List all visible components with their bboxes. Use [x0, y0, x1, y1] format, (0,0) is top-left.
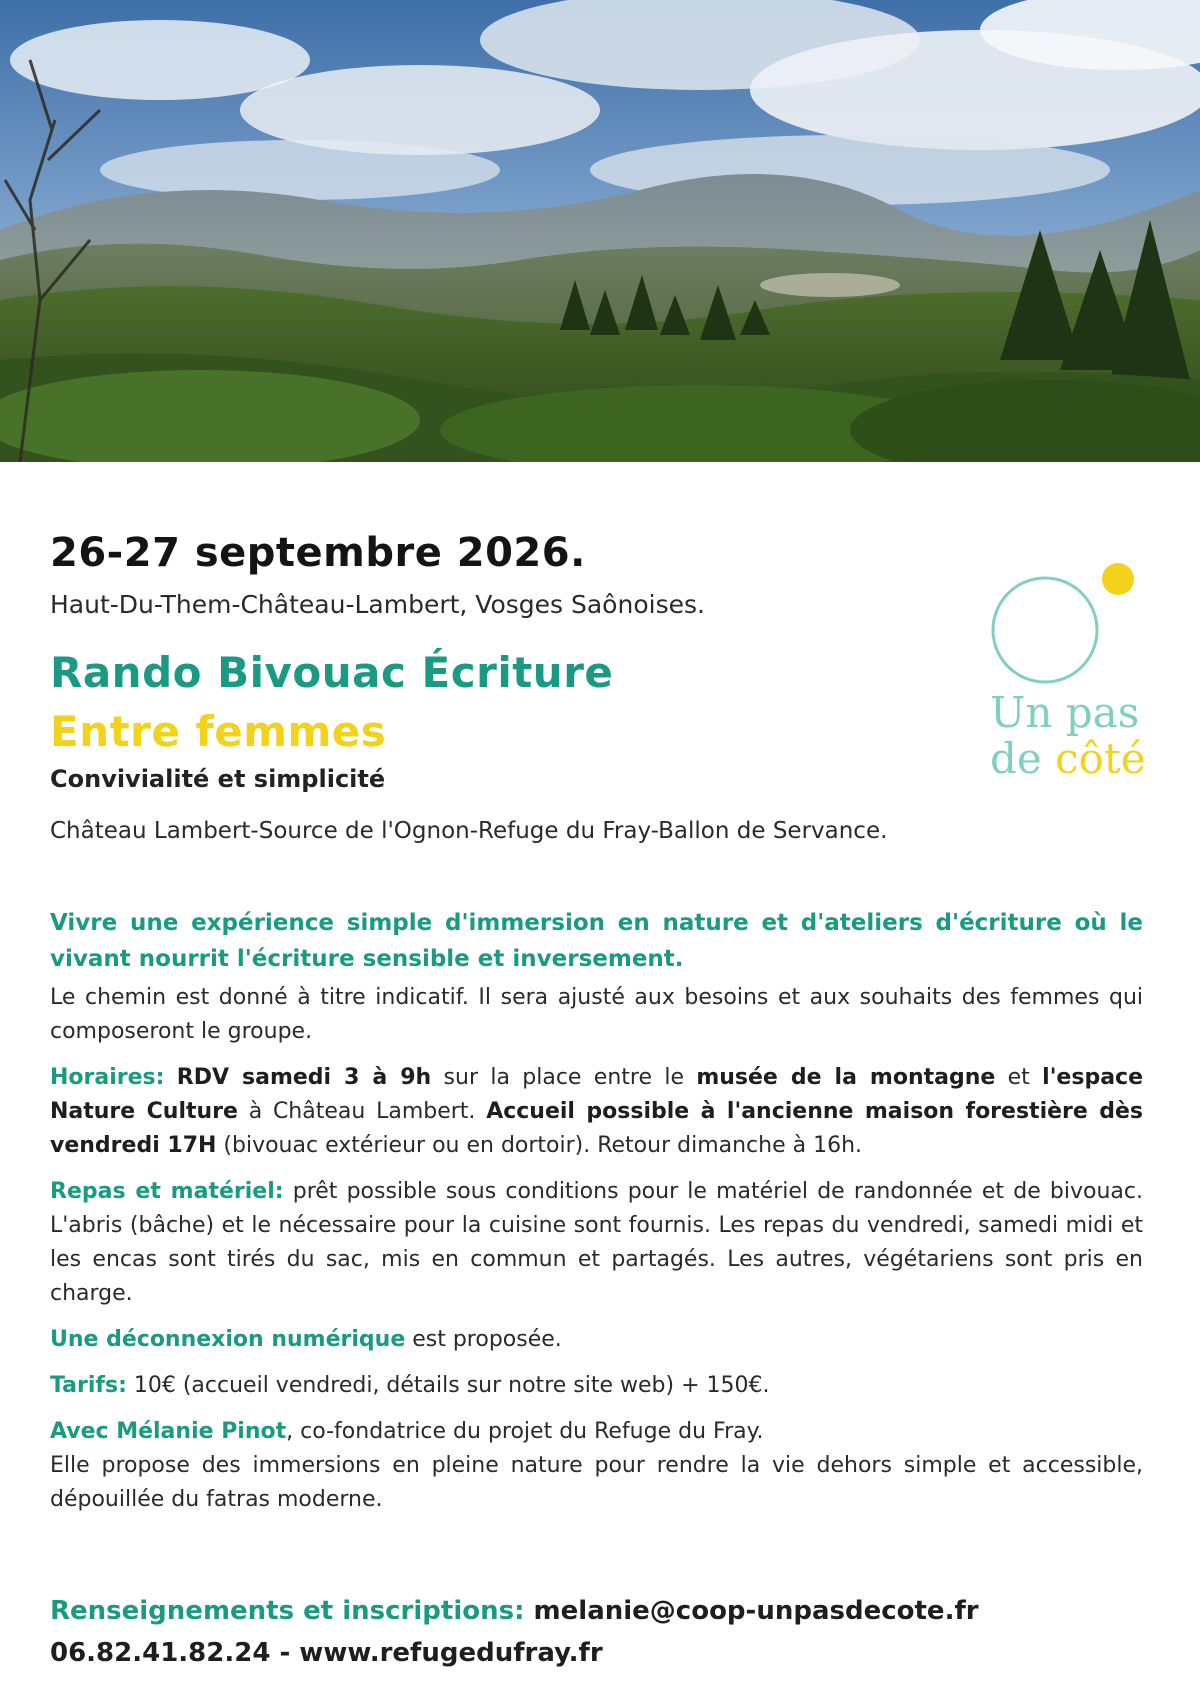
horaires-paragraph [50, 1061, 1143, 1163]
tarifs-label: Tarifs: [50, 1373, 127, 1398]
logo-line-2 [990, 736, 1160, 782]
repas-text: prêt possible sous conditions pour le matériel de randonnée et de bivouac. L'abris (bâche) et le nécessaire pour la cuisine sont fournis. Les repas du vendredi, samedi midi et les encas sont tirés du sac, mis en commun et partagés. Les autres, végétariens sont pris en charge. [50, 1179, 1143, 1306]
intro-paragraph: Le chemin est donné à titre indicatif. Il sera ajusté aux besoins et aux souhaits des femmes qui composeront le groupe. [50, 985, 1143, 1044]
deconnexion-label: Une déconnexion numérique [50, 1327, 406, 1352]
avec-text-2: Elle propose des immersions en pleine nature pour rendre la vie dehors simple et accessible, dépouillée du fatras moderne. [50, 1453, 1143, 1512]
event-date: 26-27 septembre 2026. [50, 530, 586, 576]
logo-line-1: Un pas [990, 688, 1140, 737]
logo-line-2b: côté [1055, 734, 1146, 783]
horaires-text-2: et [995, 1065, 1043, 1090]
event-subtitle: Entre femmes [50, 707, 387, 756]
event-tagline: Convivialité et simplicité [50, 765, 386, 793]
tarifs-text: 10€ (accueil vendredi, détails sur notre site web) + 150€. [126, 1373, 770, 1398]
horaires-espace: l'espace Nature Culture [50, 1065, 1144, 1124]
avec-paragraph [50, 1415, 1143, 1517]
horaires-label: Horaires: [50, 1065, 165, 1090]
horaires-text-1: sur la place entre le [431, 1065, 697, 1090]
horaires-text-4: (bivouac extérieur ou en dortoir). Retour dimanche à 16h. [216, 1133, 863, 1158]
contact-label: Renseignements et inscriptions: [50, 1596, 525, 1626]
logo-circle-sun-icon [975, 560, 1155, 690]
contact-email[interactable]: melanie@coop-unpasdecote.fr [524, 1596, 979, 1626]
landscape-illustration [0, 0, 1200, 462]
contact-block [50, 1590, 979, 1674]
repas-paragraph [50, 1175, 1143, 1311]
tarifs-paragraph [50, 1369, 1143, 1403]
logo-wordmark [990, 690, 1160, 782]
horaires-musee: musée de la montagne [696, 1065, 996, 1090]
un-pas-de-cote-logo [975, 560, 1155, 800]
hero-landscape-image [0, 0, 1200, 462]
event-title: Rando Bivouac Écriture [50, 648, 614, 697]
repas-label: Repas et matériel: [50, 1179, 284, 1204]
deconnexion-text: est proposée. [405, 1327, 562, 1352]
event-route: Château Lambert-Source de l'Ognon-Refuge du Fray-Ballon de Servance. [50, 818, 888, 844]
avec-text: , co-fondatrice du projet du Refuge du Fray. [286, 1419, 764, 1444]
horaires-rdv: RDV samedi 3 à 9h [176, 1065, 432, 1090]
horaires-accueil: Accueil possible à l'ancienne maison forestière dès vendredi 17H [50, 1099, 1143, 1158]
contact-phone-website[interactable]: 06.82.41.82.24 - www.refugedufray.fr [50, 1638, 603, 1668]
logo-line-2a: de [990, 734, 1056, 783]
contact-line-1 [50, 1590, 979, 1632]
horaires-text-3: à Château Lambert. [237, 1099, 487, 1124]
avec-label: Avec Mélanie Pinot [50, 1419, 287, 1444]
lead-paragraph: Vivre une expérience simple d'immersion en nature et d'ateliers d'écriture où le vivant nourrit l'écriture sensible et inversement. [50, 910, 1143, 972]
event-location: Haut-Du-Them-Château-Lambert, Vosges Saônoises. [50, 590, 705, 619]
deconnexion-paragraph [50, 1323, 1143, 1357]
event-description [50, 905, 1143, 1529]
